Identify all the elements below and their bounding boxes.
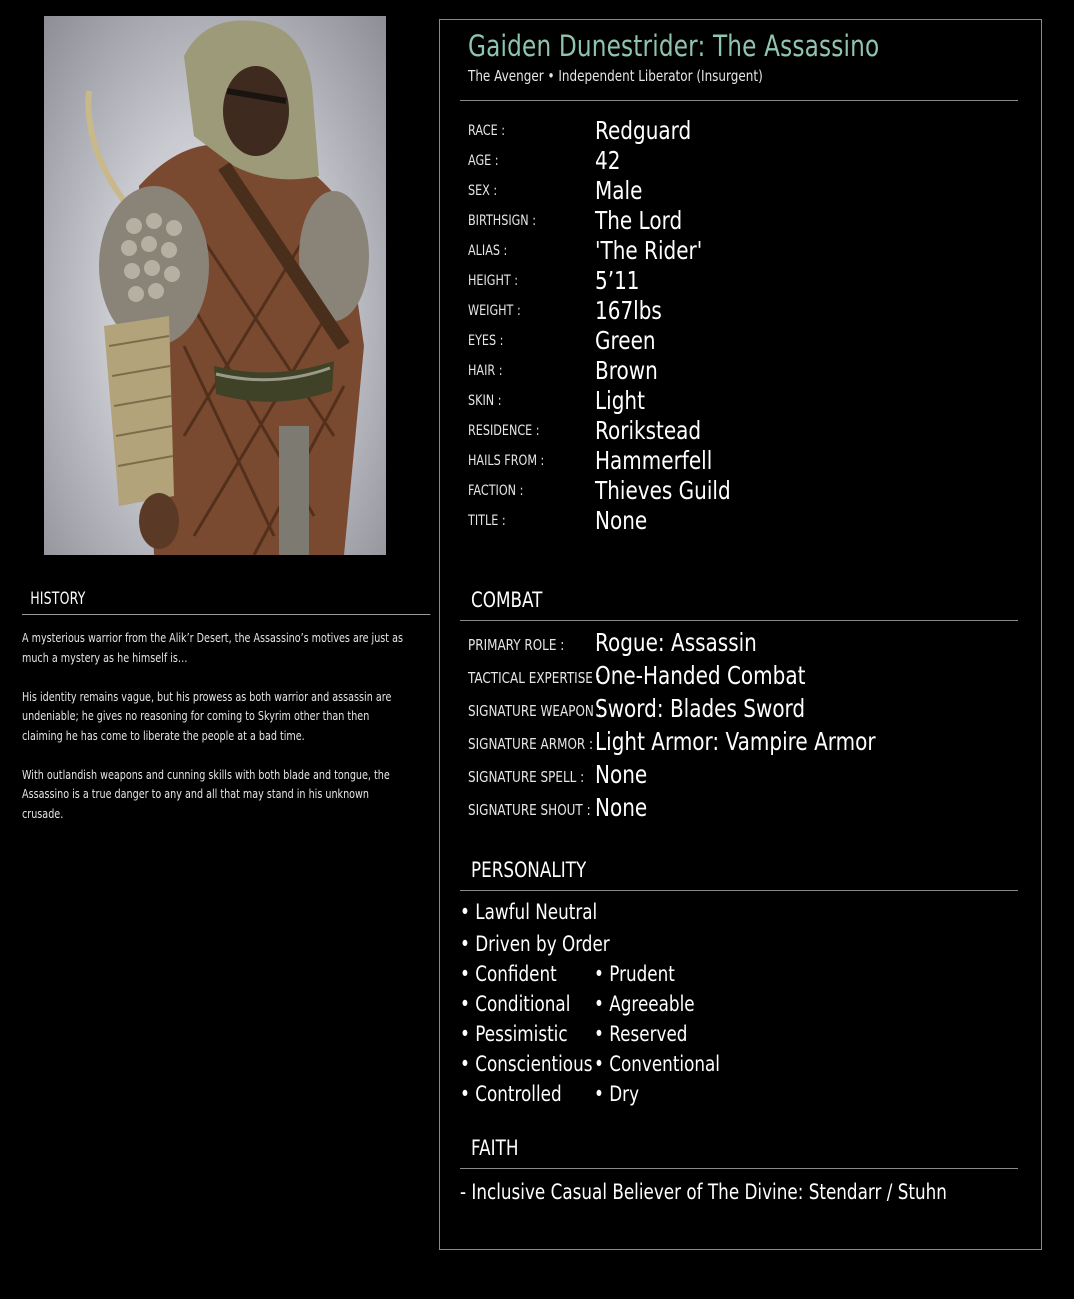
trait: • Driven by Order	[460, 932, 610, 956]
bio-label: AGE :	[468, 153, 499, 169]
bio-label: WEIGHT :	[468, 303, 521, 319]
bio-label: RESIDENCE :	[468, 423, 540, 439]
combat-list	[468, 628, 1028, 826]
bio-value: 5’11	[595, 266, 640, 295]
divider	[460, 620, 1018, 621]
history-paragraph: His identity remains vague, but his prowess as both warrior and assassin are undeniable; he gives no reasoning for coming to Skyrim other than then claiming he has come to liberate the people at a bad time.	[22, 689, 392, 743]
bio-row-eyes	[468, 326, 1028, 356]
bio-label: BIRTHSIGN :	[468, 213, 537, 229]
combat-heading: COMBAT	[471, 588, 543, 612]
bio-label: SKIN :	[468, 393, 502, 409]
character-sheet-panel	[439, 19, 1042, 1250]
bio-value: Redguard	[595, 116, 692, 145]
combat-row	[468, 694, 1028, 727]
history-paragraph: With outlandish weapons and cunning skills with both blade and tongue, the Assassino is a true danger to any and all that may stand in his unknown crusade.	[22, 767, 390, 821]
combat-value: None	[595, 760, 648, 789]
bio-value: The Lord	[595, 206, 683, 235]
combat-value: Rogue: Assassin	[595, 628, 757, 657]
trait-row	[460, 1082, 1020, 1112]
bio-row-sex	[468, 176, 1028, 206]
bio-label: ALIAS :	[468, 243, 508, 259]
bio-list	[468, 116, 1028, 536]
combat-row	[468, 760, 1028, 793]
trait-row	[460, 932, 1020, 962]
bio-row-faction	[468, 476, 1028, 506]
combat-label: SIGNATURE WEAPON :	[468, 702, 602, 720]
bio-row-weight	[468, 296, 1028, 326]
bio-value: Hammerfell	[595, 446, 713, 475]
trait: • Agreeable	[594, 992, 695, 1016]
combat-label: PRIMARY ROLE :	[468, 636, 565, 654]
bio-row-height	[468, 266, 1028, 296]
combat-row	[468, 661, 1028, 694]
bio-row-hair	[468, 356, 1028, 386]
character-portrait	[44, 16, 386, 555]
bio-label: HEIGHT :	[468, 273, 519, 289]
history-paragraph: A mysterious warrior from the Alik’r Desert, the Assassino’s motives are just as much a mystery as he himself is…	[22, 631, 403, 665]
bio-value: Thieves Guild	[595, 476, 731, 505]
combat-row	[468, 727, 1028, 760]
trait: • Confident	[460, 962, 557, 986]
personality-heading: PERSONALITY	[471, 858, 587, 882]
faith-text: - Inclusive Casual Believer of The Divine: Stendarr / Stuhn	[460, 1180, 947, 1204]
bio-row-skin	[468, 386, 1028, 416]
bio-row-residence	[468, 416, 1028, 446]
bio-row-birthsign	[468, 206, 1028, 236]
trait: • Controlled	[460, 1082, 562, 1106]
bio-value: Rorikstead	[595, 416, 702, 445]
history-section	[22, 585, 422, 844]
trait: • Reserved	[594, 1022, 688, 1046]
bio-row-age	[468, 146, 1028, 176]
character-subtitle: The Avenger • Independent Liberator (Insurgent)	[468, 67, 763, 85]
combat-label: SIGNATURE SHOUT :	[468, 801, 591, 819]
trait-row	[460, 962, 1020, 992]
divider	[460, 100, 1018, 101]
bio-value: Male	[595, 176, 643, 205]
combat-value: Sword: Blades Sword	[595, 694, 806, 723]
combat-value: Light Armor: Vampire Armor	[595, 727, 876, 756]
combat-row	[468, 793, 1028, 826]
trait-row	[460, 992, 1020, 1022]
combat-label: SIGNATURE SPELL :	[468, 768, 585, 786]
character-name: Gaiden Dunestrider: The Assassino	[468, 29, 880, 63]
trait: • Conscientious	[460, 1052, 593, 1076]
combat-label: TACTICAL EXPERTISE :	[468, 669, 601, 687]
bio-label: EYES :	[468, 333, 504, 349]
bio-value: Light	[595, 386, 645, 415]
bio-row-alias	[468, 236, 1028, 266]
bio-label: RACE :	[468, 123, 506, 139]
divider	[460, 890, 1018, 891]
trait-row	[460, 900, 1020, 932]
bio-label: TITLE :	[468, 513, 506, 529]
bio-row-title	[468, 506, 1028, 536]
trait: • Prudent	[594, 962, 675, 986]
bio-value: None	[595, 506, 648, 535]
trait: • Lawful Neutral	[460, 900, 598, 924]
bio-value: 42	[595, 146, 621, 175]
history-heading: HISTORY	[22, 585, 430, 615]
trait: • Conditional	[460, 992, 571, 1016]
bio-value: 167lbs	[595, 296, 662, 325]
bio-row-race	[468, 116, 1028, 146]
bio-row-hails-from	[468, 446, 1028, 476]
bio-label: HAILS FROM :	[468, 453, 545, 469]
divider	[460, 1168, 1018, 1169]
bio-value: Brown	[595, 356, 658, 385]
trait: • Conventional	[594, 1052, 720, 1076]
bio-label: FACTION :	[468, 483, 524, 499]
combat-row	[468, 628, 1028, 661]
trait-row	[460, 1022, 1020, 1052]
faith-heading: FAITH	[471, 1136, 519, 1160]
bio-label: HAIR :	[468, 363, 503, 379]
combat-label: SIGNATURE ARMOR :	[468, 735, 594, 753]
personality-traits	[460, 900, 1020, 1112]
trait: • Dry	[594, 1082, 640, 1106]
combat-value: None	[595, 793, 648, 822]
combat-value: One-Handed Combat	[595, 661, 806, 690]
history-text	[22, 629, 412, 824]
trait-row	[460, 1052, 1020, 1082]
bio-value: Green	[595, 326, 656, 355]
hooded-assassin-figure	[44, 16, 386, 555]
bio-label: SEX :	[468, 183, 498, 199]
bio-value: 'The Rider'	[595, 236, 703, 265]
trait: • Pessimistic	[460, 1022, 568, 1046]
